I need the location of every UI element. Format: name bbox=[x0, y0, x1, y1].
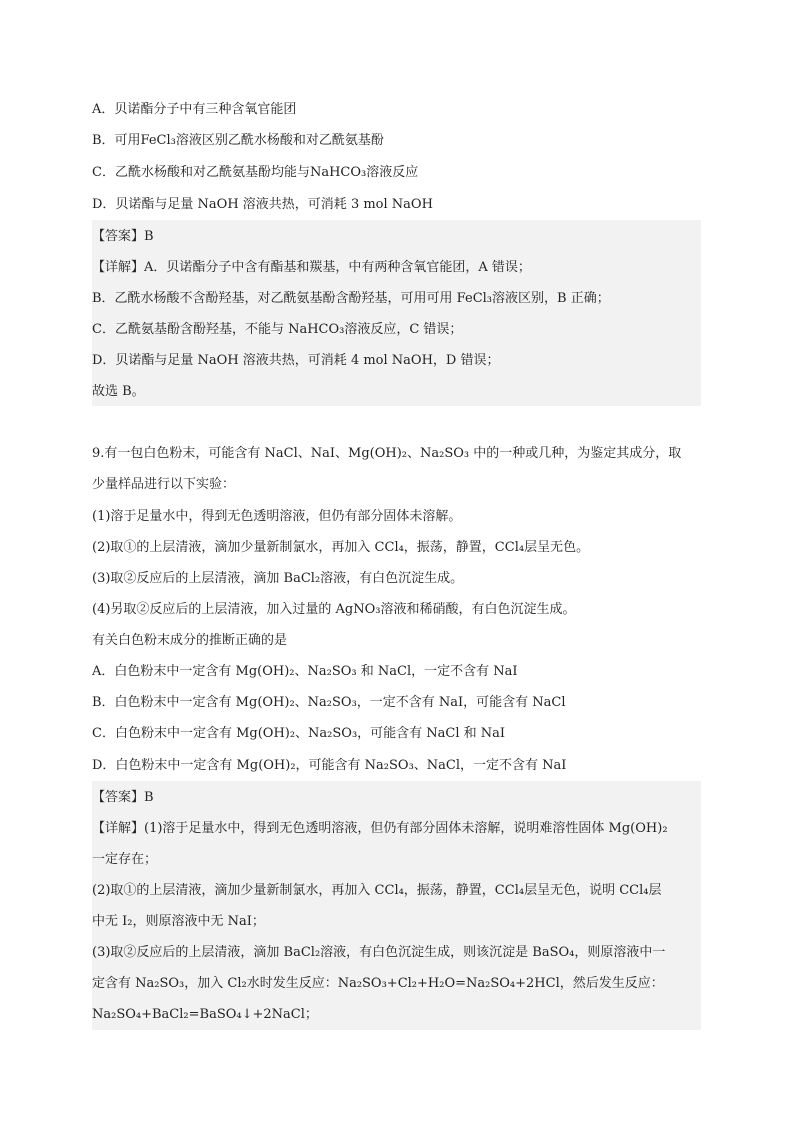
q9-analysis-line: (3)取②反应后的上层清液，滴加 BaCl₂溶液，有白色沉淀生成，则该沉淀是 BaSO₄，则原溶液中一 bbox=[92, 945, 666, 960]
q9-option-b: B．白色粉末中一定含有 Mg(OH)₂、Na₂SO₃，一定不含有 NaI，可能含有 NaCl bbox=[92, 695, 566, 710]
q9-step-4: (4)另取②反应后的上层清液，加入过量的 AgNO₃溶液和稀硝酸，有白色沉淀生成。 bbox=[92, 602, 576, 617]
q9-analysis-line: 【详解】(1)溶于足量水中，得到无色透明溶液，但仍有部分固体未溶解，说明难溶性固体 Mg(OH)₂ bbox=[92, 821, 668, 836]
q9-analysis-line: 中无 I₂，则原溶液中无 NaI； bbox=[92, 914, 265, 929]
q9-analysis-line: 定含有 Na₂SO₃，加入 Cl₂水时发生反应：Na₂SO₃+Cl₂+H₂O=Na₂SO₄+2HCl，然后发生反应： bbox=[92, 976, 664, 991]
q9-option-d: D．白色粉末中一定含有 Mg(OH)₂，可能含有 Na₂SO₃、NaCl，一定不含有 NaI bbox=[92, 758, 567, 773]
q9-analysis-line: Na₂SO₄+BaCl₂=BaSO₄↓+2NaCl； bbox=[92, 1007, 318, 1022]
q9-step-1: (1)溶于足量水中，得到无色透明溶液，但仍有部分固体未溶解。 bbox=[92, 509, 462, 524]
q8-option-c: C．乙酰水杨酸和对乙酰氨基酚均能与NaHCO₃溶液反应 bbox=[92, 165, 419, 180]
q9-option-a: A．白色粉末中一定含有 Mg(OH)₂、Na₂SO₃ 和 NaCl，一定不含有 NaI bbox=[92, 664, 518, 679]
q8-option-a: A．贝诺酯分子中有三种含氧官能团 bbox=[92, 102, 297, 117]
q9-analysis-line: 一定存在； bbox=[92, 852, 158, 867]
q8-analysis-line: D．贝诺酯与足量 NaOH 溶液共热，可消耗 4 mol NaOH，D 错误； bbox=[92, 353, 500, 368]
q8-analysis-line: 【详解】A．贝诺酯分子中含有酯基和羰基，中有两种含氧官能团，A 错误； bbox=[92, 260, 531, 275]
q9-stem: 9.有一包白色粉末，可能含有 NaCl、NaI、Mg(OH)₂、Na₂SO₃ 中的一种或几种，为鉴定其成分，取 bbox=[92, 446, 682, 461]
q8-option-b: B．可用FeCl₃溶液区别乙酰水杨酸和对乙酰氨基酚 bbox=[92, 133, 384, 148]
q9-option-c: C．白色粉末中一定含有 Mg(OH)₂、Na₂SO₃，可能含有 NaCl 和 NaI bbox=[92, 726, 506, 741]
q8-option-d: D．贝诺酯与足量 NaOH 溶液共热，可消耗 3 mol NaOH bbox=[92, 197, 433, 212]
q9-stem-cont: 少量样品进行以下实验： bbox=[92, 477, 236, 492]
q8-analysis-line: B．乙酰水杨酸不含酚羟基，对乙酰氨基酚含酚羟基，可用可用 FeCl₃溶液区别，B 正确； bbox=[92, 291, 610, 306]
q8-answer: 【答案】B bbox=[92, 229, 154, 244]
q9-answer: 【答案】B bbox=[92, 790, 154, 805]
q9-step-2: (2)取①的上层清液，滴加少量新制氯水，再加入 CCl₄，振荡，静置，CCl₄层呈无色。 bbox=[92, 540, 590, 555]
q8-analysis-line: C．乙酰氨基酚含酚羟基，不能与 NaHCO₃溶液反应，C 错误； bbox=[92, 322, 463, 337]
q9-prompt: 有关白色粉末成分的推断正确的是 bbox=[92, 633, 288, 648]
q9-analysis-line: (2)取①的上层清液，滴加少量新制氯水，再加入 CCl₄，振荡，静置，CCl₄层呈无色，说明 CCl₄层 bbox=[92, 883, 662, 898]
q9-step-3: (3)取②反应后的上层清液，滴加 BaCl₂溶液，有白色沉淀生成。 bbox=[92, 571, 464, 586]
q8-analysis-line: 故选 B。 bbox=[92, 384, 145, 399]
